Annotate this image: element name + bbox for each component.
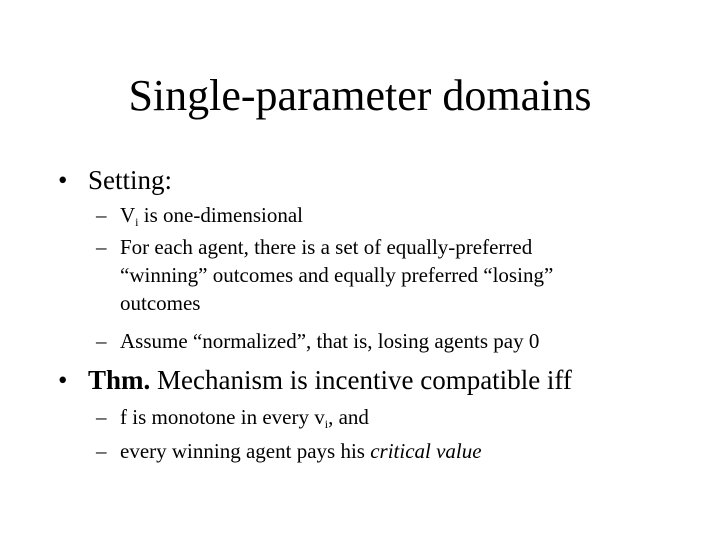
- subscript-i: i: [135, 215, 139, 229]
- dash-marker: –: [96, 439, 107, 463]
- thm-text: Mechanism is incentive compatible iff: [150, 365, 572, 395]
- bullet-theorem: [58, 364, 572, 396]
- sub-item-continuation: outcomes: [120, 291, 201, 315]
- text: Assume “normalized”, that is, losing agents pay 0: [120, 329, 540, 353]
- bullet-setting: [58, 164, 172, 196]
- text: For each agent, there is a set of equally-preferred: [120, 235, 533, 259]
- sub-item-monotone: [96, 404, 369, 430]
- sub-item-continuation: “winning” outcomes and equally preferred “losing”: [120, 263, 554, 287]
- setting-label: Setting:: [88, 165, 173, 195]
- sub-item-critical-value: [96, 438, 482, 464]
- var-v: V: [120, 203, 136, 227]
- dash-marker: –: [96, 405, 107, 429]
- bullet-marker: •: [58, 165, 68, 195]
- dash-marker: –: [96, 203, 107, 227]
- text: f is monotone in every v: [120, 405, 325, 429]
- bullet-marker: •: [58, 365, 68, 395]
- dash-marker: –: [96, 235, 107, 259]
- sub-item-normalized: [96, 328, 539, 354]
- dash-marker: –: [96, 329, 107, 353]
- thm-label: Thm.: [88, 365, 151, 395]
- slide-title: Single-parameter domains: [128, 71, 592, 120]
- text: , and: [328, 405, 369, 429]
- sub-item-equally-preferred: [96, 234, 532, 260]
- text: every winning agent pays his: [120, 439, 371, 463]
- critical-value-text: critical value: [370, 439, 482, 463]
- text: is one-dimensional: [138, 203, 303, 227]
- sub-item-one-dimensional: [96, 202, 303, 228]
- subscript-i: i: [324, 417, 329, 431]
